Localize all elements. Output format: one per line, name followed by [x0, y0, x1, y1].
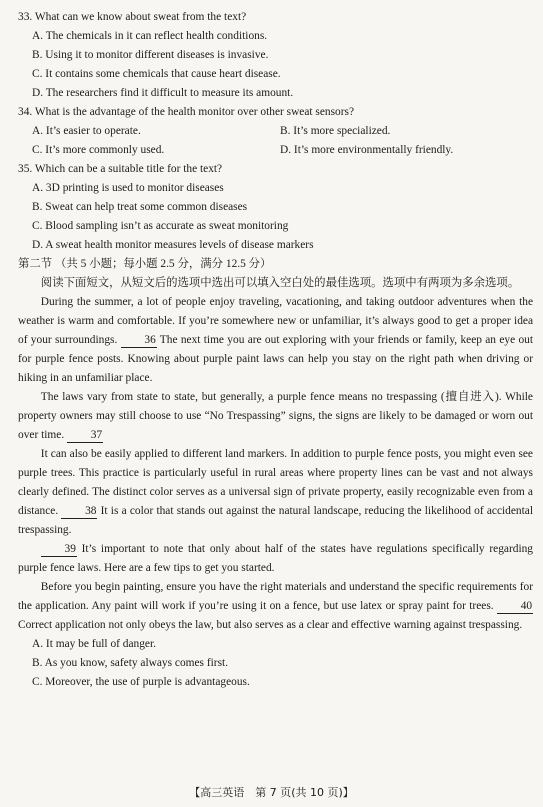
- option-b: B. Sweat can help treat some common diseases: [32, 201, 248, 213]
- option-c: C. It contains some chemicals that cause heart disease.: [32, 68, 281, 80]
- passage-text: Before you begin painting, ensure you have the right materials and understand the specific requirements for the application. Any paint will work if you’re using it on a fence, but use latex or spray paint for trees.: [18, 581, 533, 612]
- question-stem: 33. What can we know about sweat from the text?: [18, 11, 247, 23]
- option-a: A. It’s easier to operate.: [32, 125, 141, 137]
- blank-40: 40: [497, 599, 533, 614]
- option-a: A. 3D printing is used to monitor diseases: [32, 182, 224, 194]
- passage-text: The next time you are out exploring with your friends or family, keep an eye out for purple fence posts. Knowing about purple paint laws can help you stay on the right path when driving or hiking in an unfamiliar place.: [18, 334, 534, 384]
- passage-paragraph-5: [18, 578, 533, 635]
- blank-38: 38: [61, 504, 97, 519]
- question-33: [18, 8, 533, 103]
- passage-text: It’s important to note that only about half of the states have regulations specifically regarding purple fence laws. Here are a few tips to get you started.: [18, 543, 533, 574]
- option-b: B. It’s more specialized.: [280, 125, 391, 137]
- question-stem: 35. Which can be a suitable title for the text?: [18, 163, 223, 175]
- option-d: D. A sweat health monitor measures levels of disease markers: [32, 239, 314, 251]
- passage-paragraph-3: [18, 445, 533, 540]
- blank-36: 36: [121, 333, 157, 348]
- passage-paragraph-2: [18, 388, 533, 445]
- passage-paragraph-1: [18, 293, 533, 388]
- section-instruction: 阅读下面短文，从短文后的选项中选出可以填入空白处的最佳选项。选项中有两项为多余选项。: [40, 277, 520, 289]
- option-c: C. It’s more commonly used.: [32, 144, 165, 156]
- passage-paragraph-4: [18, 540, 533, 578]
- blank-39: 39: [41, 542, 77, 557]
- section-heading: 第二节 （共 5 小题；每小题 2.5 分，满分 12.5 分）: [18, 258, 272, 270]
- option-b: B. Using it to monitor different diseases is invasive.: [32, 49, 269, 61]
- passage-text: It can also be easily applied to different land markers. In addition to purple fence posts, you might even see purple trees. This practice is particularly useful in rural areas where property lines can be vast and not always clearly defined. The distinct color serves as a universal sign of private property, easily recognizable even from a distance.: [18, 448, 533, 517]
- blank-37: 37: [67, 428, 103, 443]
- answer-option-a: A. It may be full of danger.: [32, 638, 156, 650]
- option-a: A. The chemicals in it can reflect health conditions.: [32, 30, 268, 42]
- option-d: D. It’s more environmentally friendly.: [280, 144, 454, 156]
- passage-text: Correct application not only obeys the law, but also serves as a clear and effective warning against trespassing.: [18, 619, 523, 631]
- question-35: [18, 160, 533, 255]
- question-34: [18, 103, 533, 160]
- passage-text: It is a color that stands out against the natural landscape, reducing the likelihood of accidental trespassing.: [18, 505, 533, 536]
- option-d: D. The researchers find it difficult to measure its amount.: [32, 87, 294, 99]
- answer-option-b: B. As you know, safety always comes first.: [32, 657, 229, 669]
- passage-text: The laws vary from state to state, but generally, a purple fence means no trespassing (擅自进入). While property owners may still choose to use “No Trespassing” signs, the signs are likely to be damaged or worn out over time.: [18, 391, 533, 441]
- question-stem: 34. What is the advantage of the health monitor over other sweat sensors?: [18, 106, 355, 118]
- option-c: C. Blood sampling isn’t as accurate as sweat monitoring: [32, 220, 289, 232]
- answer-options: [18, 635, 533, 692]
- page-footer: 【高三英语 第 7 页(共 10 页)】: [189, 786, 354, 799]
- exam-page: [18, 8, 533, 692]
- passage-text: During the summer, a lot of people enjoy traveling, vacationing, and taking outdoor adventures when the weather is warm and comfortable. If you’re somewhere new or unfamiliar, it’s always good to get a proper idea of your surroundings.: [18, 296, 533, 346]
- answer-option-c: C. Moreover, the use of purple is advantageous.: [32, 676, 250, 688]
